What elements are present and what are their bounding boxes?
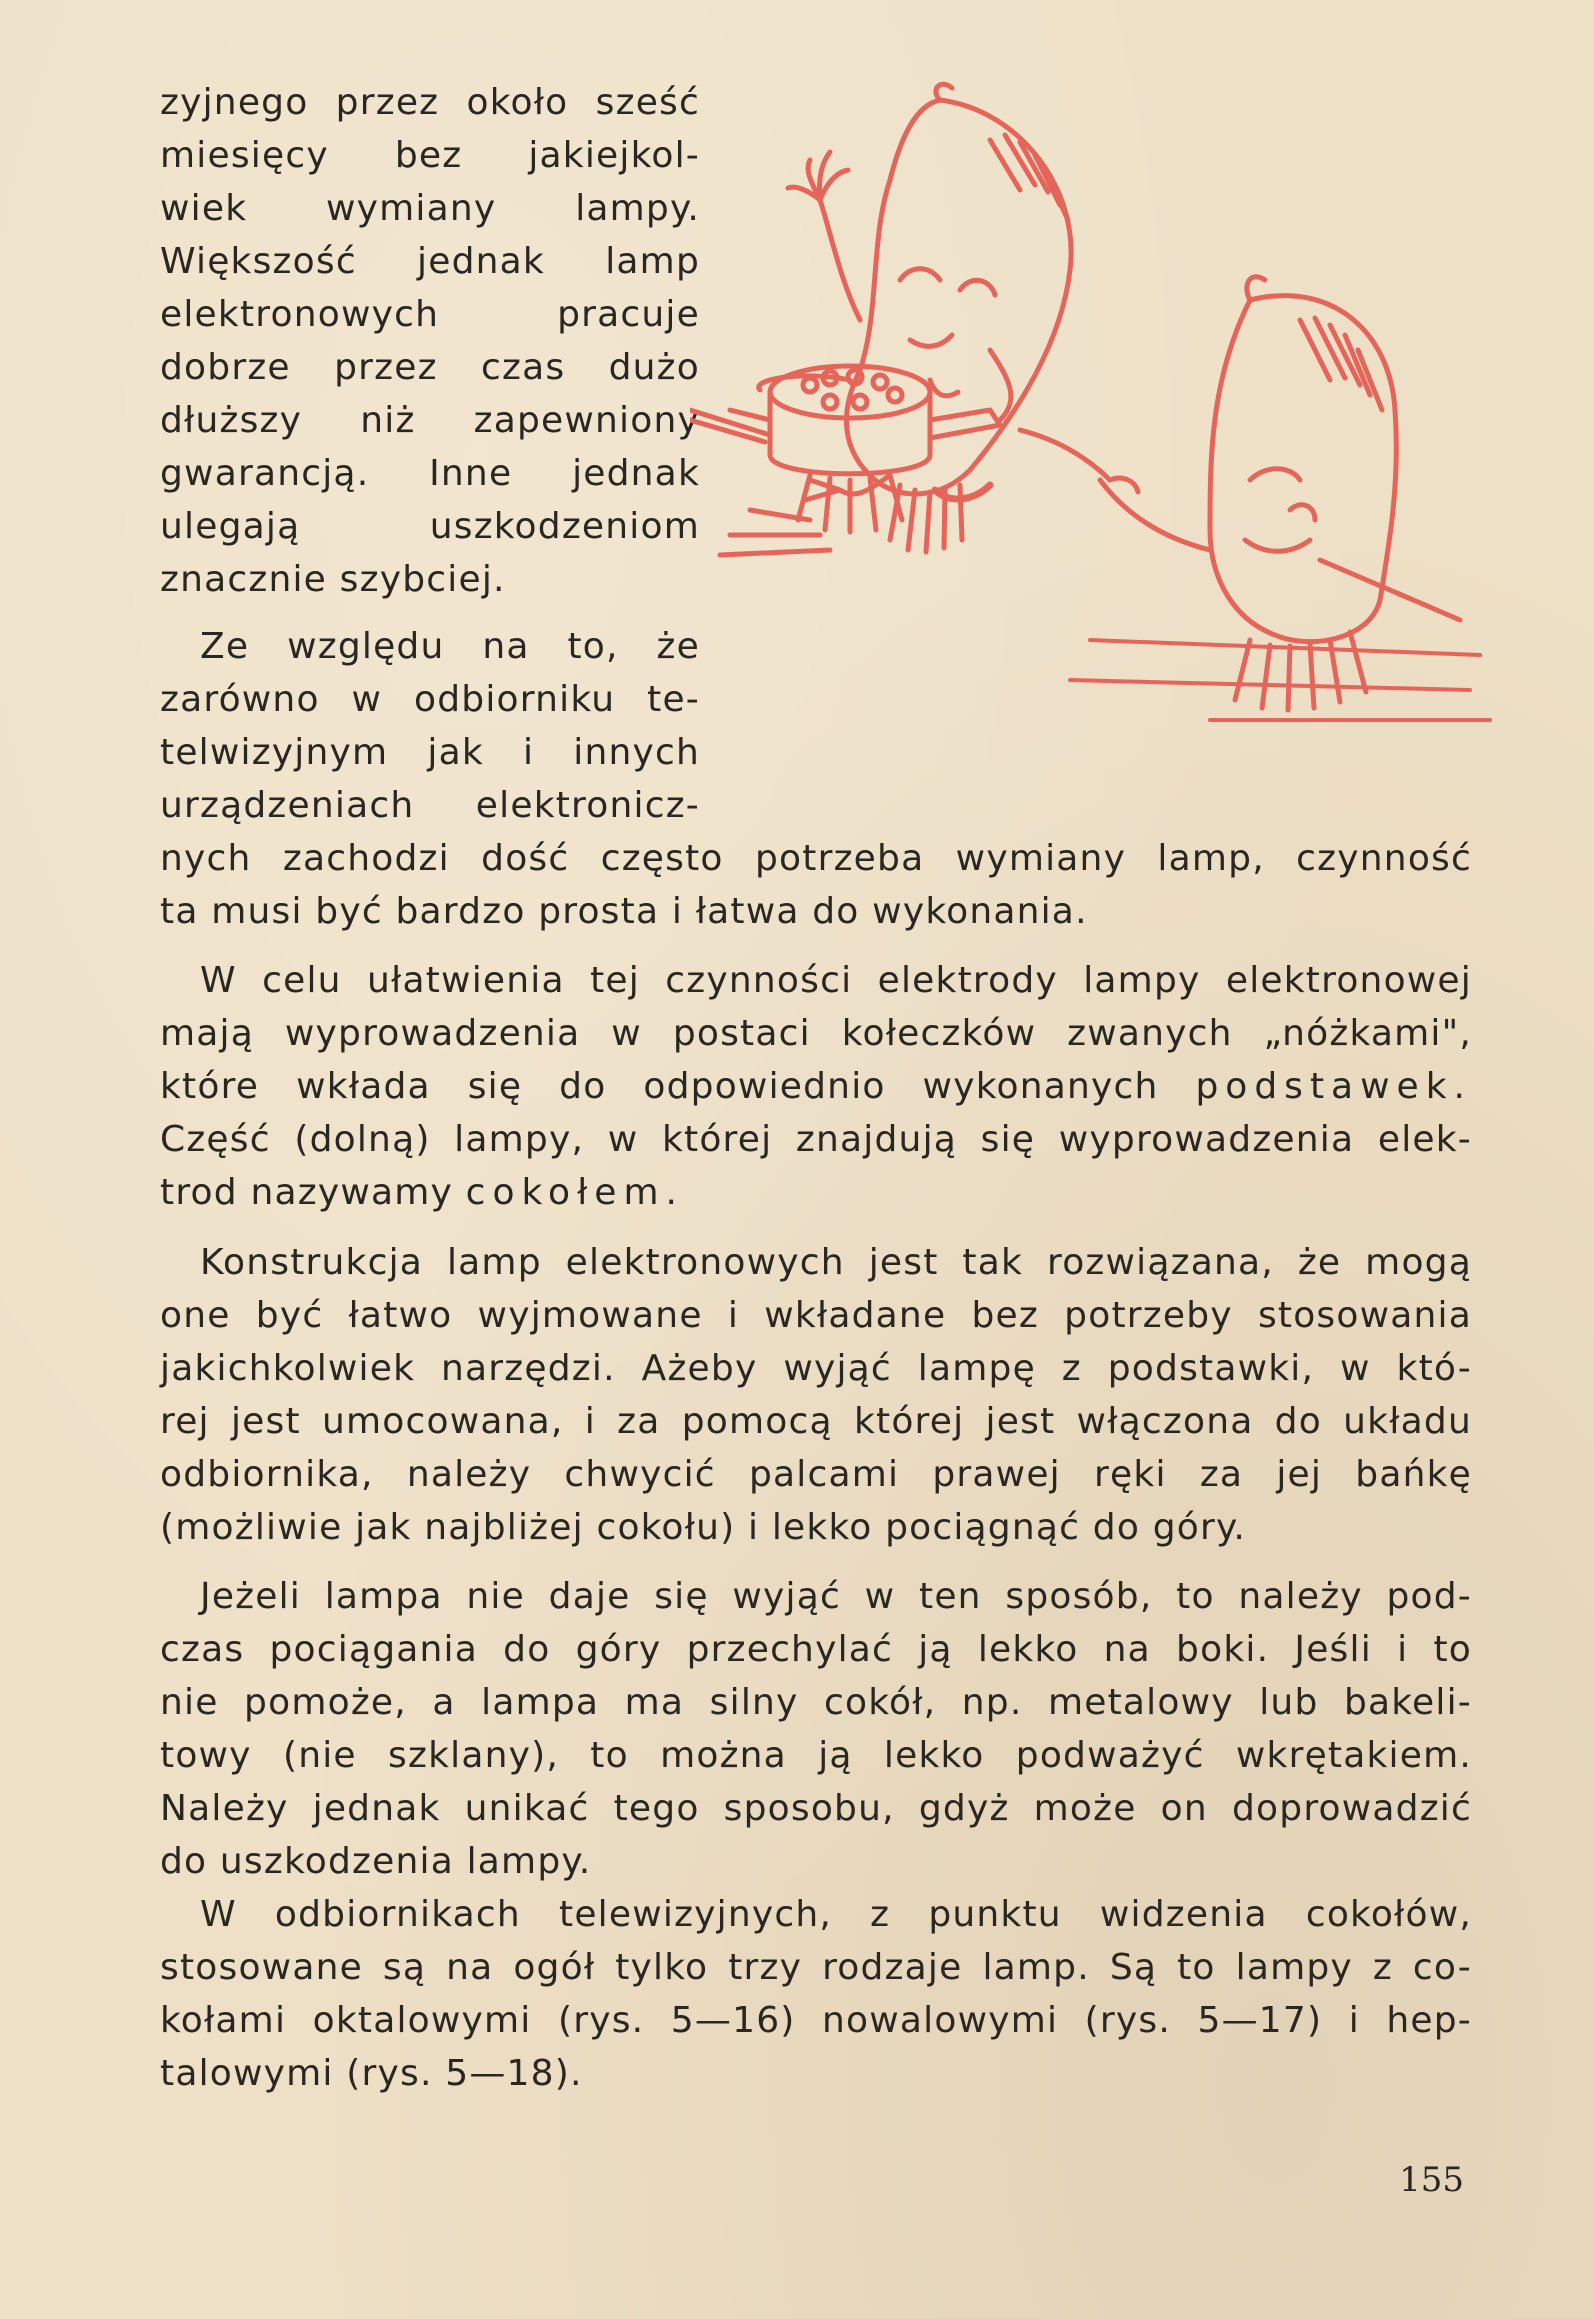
text-line: [160, 1166, 1472, 1219]
paragraph-tube-replacement-column: [160, 620, 700, 832]
text-line: (możliwie jak najbliżej cokołu) i lekko pociągnąć do góry.: [160, 1507, 1246, 1548]
text-line: odbiornika, należy chwycić palcami prawej ręki za jej bańkę: [160, 1454, 1472, 1495]
text-line: urządzeniach elektronicz-: [160, 785, 700, 826]
text-line: W odbiornikach telewizyjnych, z punktu widzenia cokołów,: [200, 1894, 1472, 1935]
text-line: Większość jednak lamp: [160, 241, 700, 282]
text-line: Ze względu na to, że: [200, 626, 700, 667]
text-line: W celu ułatwienia tej czynności elektrody lampy elektronowej: [200, 960, 1472, 1001]
emphasized-term-sockets: podstawek.: [1195, 1066, 1472, 1107]
text-line: rej jest umocowana, i za pomocą której jest włączona do układu: [160, 1401, 1472, 1442]
text-line: Jeżeli lampa nie daje się wyjąć w ten sposób, to należy pod-: [200, 1576, 1472, 1617]
paragraph-stuck-tube: [160, 1570, 1472, 1888]
text-line: telwizyjnym jak i innych: [160, 732, 700, 773]
text-line: elektronowych pracuje: [160, 294, 700, 335]
text-line: talowymi (rys. 5—18).: [160, 2053, 583, 2094]
emphasized-term-base: cokołem.: [465, 1172, 684, 1213]
two-cartoon-vacuum-tubes-with-socket-icon: [690, 80, 1520, 800]
text-line: one być łatwo wyjmowane i wkładane bez potrzeby stosowania: [160, 1295, 1472, 1336]
text-line: Należy jednak unikać tego sposobu, gdyż może on doprowadzić: [160, 1788, 1472, 1829]
text-line: czas pociągania do góry przechylać ją lekko na boki. Jeśli i to: [160, 1629, 1472, 1670]
paragraph-tube-replacement-full: [160, 832, 1472, 938]
text-line: Część (dolną) lampy, w której znajdują się wyprowadzenia elek-: [160, 1119, 1472, 1160]
right-tube-figure: [1100, 277, 1460, 710]
text-line: stosowane są na ogół tylko trzy rodzaje lamp. Są to lampy z co-: [160, 1947, 1472, 1988]
text-line: miesięcy bez jakiejkol-: [160, 135, 700, 176]
text-line: dobrze przez czas dużo: [160, 347, 700, 388]
text-line: gwarancją. Inne jednak: [160, 453, 700, 494]
text-line: towy (nie szklany), to można ją lekko podważyć wkrętakiem.: [160, 1735, 1472, 1776]
paragraph-tube-types: [160, 1888, 1472, 2100]
text-line: nie pomoże, a lampa ma silny cokół, np. metalowy lub bakeli-: [160, 1682, 1472, 1723]
text-line: mają wyprowadzenia w postaci kołeczków zwanych „nóżkami",: [160, 1013, 1472, 1054]
left-tube-figure: [788, 84, 1138, 552]
text-fragment: trod nazywamy: [160, 1172, 466, 1213]
text-line: znacznie szybciej.: [160, 559, 506, 600]
text-line: Konstrukcja lamp elektronowych jest tak rozwiązana, że mogą: [200, 1242, 1472, 1283]
text-fragment: które wkłada się do odpowiednio wykonanych: [160, 1066, 1196, 1107]
text-line: ta musi być bardzo prosta i łatwa do wykonania.: [160, 891, 1088, 932]
text-line: ulegają uszkodzeniom: [160, 506, 700, 547]
text-line: dłuższy niż zapewniony: [160, 400, 700, 441]
text-line: [160, 1060, 1472, 1113]
paragraph-continuation: [160, 76, 700, 606]
text-line: nych zachodzi dość często potrzeba wymiany lamp, czynność: [160, 838, 1472, 879]
text-line: kołami oktalowymi (rys. 5—16) nowalowymi (rys. 5—17) i hep-: [160, 2000, 1472, 2041]
text-line: jakichkolwiek narzędzi. Ażeby wyjąć lampę z podstawki, w któ-: [160, 1348, 1472, 1389]
paragraph-removing-tubes: [160, 1236, 1472, 1554]
text-line: do uszkodzenia lampy.: [160, 1841, 592, 1882]
text-line: zarówno w odbiorniku te-: [160, 679, 700, 720]
paragraph-pins-and-sockets: [160, 954, 1472, 1219]
text-line: wiek wymiany lampy.: [160, 188, 700, 229]
text-line: zyjnego przez około sześć: [160, 82, 700, 123]
page-number: 155: [1399, 2160, 1464, 2200]
